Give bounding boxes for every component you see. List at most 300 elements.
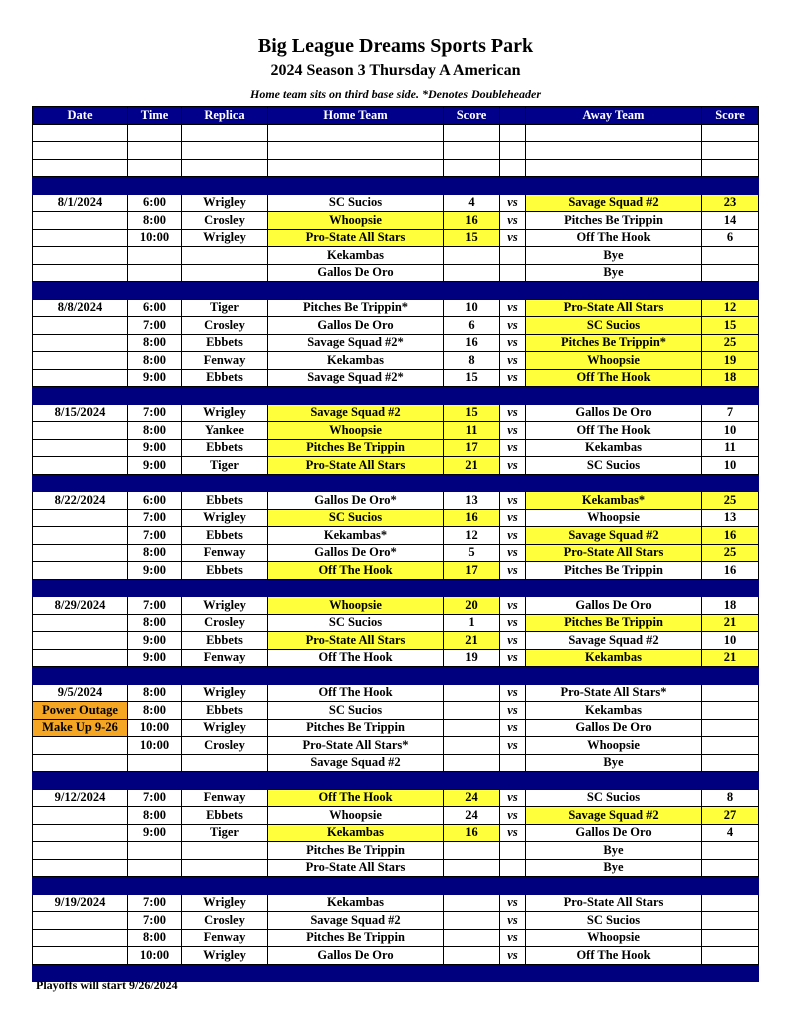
date-cell bbox=[33, 334, 128, 352]
vs-cell: vs bbox=[500, 334, 526, 352]
header-note: Home team sits on third base side. *Denotes Doubleheader bbox=[250, 87, 541, 101]
away-team-cell: Pro-State All Stars* bbox=[526, 684, 702, 702]
separator-cell bbox=[182, 667, 268, 685]
table-header-row bbox=[33, 107, 759, 125]
home-score-cell bbox=[444, 737, 500, 755]
vs-cell bbox=[500, 754, 526, 772]
home-score-cell: 1 bbox=[444, 614, 500, 632]
separator-cell bbox=[268, 667, 444, 685]
vs-cell: vs bbox=[500, 894, 526, 912]
table-row bbox=[33, 859, 759, 877]
separator-cell bbox=[444, 474, 500, 492]
separator-cell bbox=[444, 579, 500, 597]
home-team-cell: Pitches Be Trippin bbox=[268, 439, 444, 457]
home-score-cell: 16 bbox=[444, 824, 500, 842]
home-team-cell: Savage Squad #2* bbox=[268, 369, 444, 387]
home-score-cell bbox=[444, 947, 500, 965]
away-score-cell: 16 bbox=[702, 527, 759, 545]
empty-cell bbox=[702, 142, 759, 160]
away-score-cell: 21 bbox=[702, 614, 759, 632]
away-score-cell: 13 bbox=[702, 509, 759, 527]
home-team-cell: Savage Squad #2 bbox=[268, 404, 444, 422]
away-score-cell bbox=[702, 842, 759, 860]
separator-cell bbox=[182, 877, 268, 895]
away-team-cell: Whoopsie bbox=[526, 509, 702, 527]
replica-cell: Crosley bbox=[182, 737, 268, 755]
time-cell: 8:00 bbox=[128, 422, 182, 440]
time-cell: 9:00 bbox=[128, 457, 182, 475]
away-score-cell: 6 bbox=[702, 229, 759, 247]
replica-cell: Tiger bbox=[182, 299, 268, 317]
empty-cell bbox=[526, 159, 702, 177]
separator-cell bbox=[268, 772, 444, 790]
separator-cell bbox=[128, 387, 182, 405]
date-cell bbox=[33, 737, 128, 755]
separator-cell bbox=[182, 387, 268, 405]
col-header-home-team: Home Team bbox=[268, 107, 444, 125]
date-cell bbox=[33, 842, 128, 860]
separator-cell bbox=[526, 772, 702, 790]
separator-cell bbox=[268, 877, 444, 895]
time-cell: 10:00 bbox=[128, 229, 182, 247]
separator-cell bbox=[526, 579, 702, 597]
away-score-cell bbox=[702, 719, 759, 737]
time-cell: 6:00 bbox=[128, 492, 182, 510]
separator-cell bbox=[500, 667, 526, 685]
vs-cell: vs bbox=[500, 299, 526, 317]
home-team-cell: Off The Hook bbox=[268, 649, 444, 667]
away-score-cell: 15 bbox=[702, 317, 759, 335]
away-team-cell: Bye bbox=[526, 754, 702, 772]
replica-cell: Ebbets bbox=[182, 807, 268, 825]
home-team-cell: Kekambas bbox=[268, 894, 444, 912]
separator-cell bbox=[526, 387, 702, 405]
separator-cell bbox=[128, 877, 182, 895]
vs-cell: vs bbox=[500, 492, 526, 510]
away-team-cell: Kekambas bbox=[526, 702, 702, 720]
col-header-date: Date bbox=[33, 107, 128, 125]
vs-cell: vs bbox=[500, 824, 526, 842]
vs-cell: vs bbox=[500, 789, 526, 807]
empty-row bbox=[33, 142, 759, 160]
separator-cell bbox=[444, 177, 500, 195]
table-row bbox=[33, 807, 759, 825]
separator-cell bbox=[128, 177, 182, 195]
time-cell: 7:00 bbox=[128, 404, 182, 422]
empty-cell bbox=[444, 159, 500, 177]
away-score-cell: 23 bbox=[702, 194, 759, 212]
date-cell bbox=[33, 439, 128, 457]
separator-cell bbox=[526, 877, 702, 895]
empty-cell bbox=[128, 159, 182, 177]
time-cell: 9:00 bbox=[128, 562, 182, 580]
table-row bbox=[33, 457, 759, 475]
vs-cell bbox=[500, 842, 526, 860]
home-team-cell: Pitches Be Trippin bbox=[268, 719, 444, 737]
home-team-cell: Pro-State All Stars bbox=[268, 632, 444, 650]
time-cell: 7:00 bbox=[128, 597, 182, 615]
time-cell: 9:00 bbox=[128, 439, 182, 457]
home-team-cell: Pitches Be Trippin bbox=[268, 842, 444, 860]
replica-cell: Wrigley bbox=[182, 509, 268, 527]
week-separator-row bbox=[33, 579, 759, 597]
date-cell bbox=[33, 457, 128, 475]
time-cell: 6:00 bbox=[128, 194, 182, 212]
date-cell: 8/8/2024 bbox=[33, 299, 128, 317]
empty-cell bbox=[268, 159, 444, 177]
replica-cell: Wrigley bbox=[182, 684, 268, 702]
vs-cell: vs bbox=[500, 807, 526, 825]
week-separator-row bbox=[33, 772, 759, 790]
date-cell bbox=[33, 212, 128, 230]
replica-cell: Ebbets bbox=[182, 334, 268, 352]
table-row bbox=[33, 684, 759, 702]
col-header-replica: Replica bbox=[182, 107, 268, 125]
home-score-cell bbox=[444, 859, 500, 877]
replica-cell: Wrigley bbox=[182, 947, 268, 965]
col-header-home-score: Score bbox=[444, 107, 500, 125]
vs-cell: vs bbox=[500, 912, 526, 930]
away-team-cell: Kekambas* bbox=[526, 492, 702, 510]
date-cell bbox=[33, 754, 128, 772]
time-cell: 9:00 bbox=[128, 369, 182, 387]
table-row bbox=[33, 824, 759, 842]
separator-cell bbox=[526, 177, 702, 195]
vs-cell: vs bbox=[500, 404, 526, 422]
separator-cell bbox=[500, 282, 526, 300]
separator-cell bbox=[182, 964, 268, 982]
replica-cell: Tiger bbox=[182, 457, 268, 475]
home-score-cell: 11 bbox=[444, 422, 500, 440]
vs-cell: vs bbox=[500, 457, 526, 475]
date-cell bbox=[33, 562, 128, 580]
vs-cell bbox=[500, 247, 526, 265]
away-team-cell: Whoopsie bbox=[526, 352, 702, 370]
time-cell bbox=[128, 754, 182, 772]
vs-cell: vs bbox=[500, 422, 526, 440]
home-team-cell: Off The Hook bbox=[268, 562, 444, 580]
separator-cell bbox=[33, 772, 128, 790]
home-score-cell bbox=[444, 247, 500, 265]
time-cell: 7:00 bbox=[128, 912, 182, 930]
replica-cell: Crosley bbox=[182, 912, 268, 930]
home-team-cell: Gallos De Oro bbox=[268, 317, 444, 335]
separator-cell bbox=[500, 579, 526, 597]
vs-cell: vs bbox=[500, 684, 526, 702]
home-score-cell: 17 bbox=[444, 439, 500, 457]
away-score-cell: 4 bbox=[702, 824, 759, 842]
replica-cell bbox=[182, 754, 268, 772]
time-cell bbox=[128, 859, 182, 877]
away-team-cell: Pitches Be Trippin bbox=[526, 212, 702, 230]
separator-cell bbox=[444, 387, 500, 405]
table-row bbox=[33, 789, 759, 807]
away-score-cell: 25 bbox=[702, 334, 759, 352]
home-team-cell: Whoopsie bbox=[268, 212, 444, 230]
vs-cell: vs bbox=[500, 719, 526, 737]
separator-cell bbox=[702, 877, 759, 895]
vs-cell bbox=[500, 859, 526, 877]
away-score-cell: 8 bbox=[702, 789, 759, 807]
time-cell: 8:00 bbox=[128, 702, 182, 720]
separator-cell bbox=[128, 474, 182, 492]
home-score-cell bbox=[444, 719, 500, 737]
home-team-cell: Savage Squad #2* bbox=[268, 334, 444, 352]
empty-cell bbox=[500, 124, 526, 142]
separator-cell bbox=[702, 282, 759, 300]
separator-cell bbox=[444, 667, 500, 685]
away-team-cell: Savage Squad #2 bbox=[526, 527, 702, 545]
separator-cell bbox=[182, 474, 268, 492]
home-team-cell: Pitches Be Trippin* bbox=[268, 299, 444, 317]
table-row bbox=[33, 719, 759, 737]
replica-cell: Wrigley bbox=[182, 597, 268, 615]
separator-cell bbox=[500, 877, 526, 895]
vs-cell: vs bbox=[500, 212, 526, 230]
table-row bbox=[33, 527, 759, 545]
separator-cell bbox=[526, 474, 702, 492]
time-cell: 8:00 bbox=[128, 334, 182, 352]
away-score-cell bbox=[702, 912, 759, 930]
replica-cell: Fenway bbox=[182, 352, 268, 370]
empty-cell bbox=[702, 124, 759, 142]
empty-cell bbox=[702, 159, 759, 177]
vs-cell: vs bbox=[500, 439, 526, 457]
separator-cell bbox=[444, 964, 500, 982]
away-team-cell: Gallos De Oro bbox=[526, 597, 702, 615]
empty-cell bbox=[33, 159, 128, 177]
home-team-cell: SC Sucios bbox=[268, 509, 444, 527]
away-team-cell: Whoopsie bbox=[526, 737, 702, 755]
separator-cell bbox=[128, 667, 182, 685]
away-score-cell bbox=[702, 264, 759, 282]
away-score-cell bbox=[702, 684, 759, 702]
away-team-cell: SC Sucios bbox=[526, 317, 702, 335]
separator-cell bbox=[33, 474, 128, 492]
table-row bbox=[33, 562, 759, 580]
home-team-cell: Whoopsie bbox=[268, 597, 444, 615]
date-cell bbox=[33, 422, 128, 440]
home-team-cell: Pro-State All Stars bbox=[268, 859, 444, 877]
home-score-cell: 21 bbox=[444, 632, 500, 650]
away-team-cell: Savage Squad #2 bbox=[526, 807, 702, 825]
vs-cell: vs bbox=[500, 649, 526, 667]
away-team-cell: Pro-State All Stars bbox=[526, 299, 702, 317]
vs-cell: vs bbox=[500, 929, 526, 947]
date-cell: 9/5/2024 bbox=[33, 684, 128, 702]
time-cell: 7:00 bbox=[128, 527, 182, 545]
away-team-cell: Savage Squad #2 bbox=[526, 194, 702, 212]
replica-cell: Ebbets bbox=[182, 632, 268, 650]
date-cell: 9/19/2024 bbox=[33, 894, 128, 912]
vs-cell: vs bbox=[500, 737, 526, 755]
separator-cell bbox=[500, 177, 526, 195]
separator-cell bbox=[702, 667, 759, 685]
home-team-cell: Off The Hook bbox=[268, 684, 444, 702]
separator-cell bbox=[268, 387, 444, 405]
separator-cell bbox=[128, 772, 182, 790]
date-cell bbox=[33, 859, 128, 877]
table-row bbox=[33, 439, 759, 457]
home-score-cell: 24 bbox=[444, 807, 500, 825]
home-team-cell: Whoopsie bbox=[268, 807, 444, 825]
vs-cell: vs bbox=[500, 317, 526, 335]
table-row bbox=[33, 404, 759, 422]
replica-cell: Wrigley bbox=[182, 404, 268, 422]
home-score-cell bbox=[444, 754, 500, 772]
empty-cell bbox=[182, 124, 268, 142]
away-team-cell: Pitches Be Trippin* bbox=[526, 334, 702, 352]
away-score-cell: 25 bbox=[702, 492, 759, 510]
date-cell: 8/15/2024 bbox=[33, 404, 128, 422]
week-separator-row bbox=[33, 282, 759, 300]
home-score-cell bbox=[444, 912, 500, 930]
replica-cell: Wrigley bbox=[182, 719, 268, 737]
vs-cell: vs bbox=[500, 527, 526, 545]
empty-cell bbox=[268, 124, 444, 142]
table-row bbox=[33, 632, 759, 650]
page-subtitle: 2024 Season 3 Thursday A American bbox=[270, 62, 521, 79]
week-separator-row bbox=[33, 387, 759, 405]
home-score-cell: 6 bbox=[444, 317, 500, 335]
table-row bbox=[33, 894, 759, 912]
home-score-cell: 15 bbox=[444, 369, 500, 387]
table-row bbox=[33, 194, 759, 212]
away-team-cell: Savage Squad #2 bbox=[526, 632, 702, 650]
date-cell bbox=[33, 649, 128, 667]
date-cell bbox=[33, 614, 128, 632]
date-cell bbox=[33, 247, 128, 265]
time-cell bbox=[128, 247, 182, 265]
home-score-cell: 21 bbox=[444, 457, 500, 475]
away-team-cell: Bye bbox=[526, 247, 702, 265]
table-row bbox=[33, 544, 759, 562]
away-team-cell: Kekambas bbox=[526, 439, 702, 457]
away-score-cell: 27 bbox=[702, 807, 759, 825]
time-cell: 8:00 bbox=[128, 807, 182, 825]
replica-cell: Wrigley bbox=[182, 194, 268, 212]
time-cell: 8:00 bbox=[128, 929, 182, 947]
time-cell: 8:00 bbox=[128, 684, 182, 702]
schedule-body bbox=[33, 124, 759, 982]
home-score-cell: 24 bbox=[444, 789, 500, 807]
vs-cell: vs bbox=[500, 194, 526, 212]
away-score-cell bbox=[702, 929, 759, 947]
home-team-cell: Off The Hook bbox=[268, 789, 444, 807]
separator-cell bbox=[500, 964, 526, 982]
week-separator-row bbox=[33, 877, 759, 895]
home-team-cell: Gallos De Oro* bbox=[268, 544, 444, 562]
empty-cell bbox=[128, 142, 182, 160]
table-row bbox=[33, 912, 759, 930]
replica-cell: Ebbets bbox=[182, 562, 268, 580]
col-header-away-team: Away Team bbox=[526, 107, 702, 125]
home-team-cell: Savage Squad #2 bbox=[268, 754, 444, 772]
replica-cell: Yankee bbox=[182, 422, 268, 440]
table-row bbox=[33, 492, 759, 510]
week-separator-row bbox=[33, 474, 759, 492]
away-team-cell: Kekambas bbox=[526, 649, 702, 667]
away-score-cell bbox=[702, 859, 759, 877]
separator-cell bbox=[33, 177, 128, 195]
separator-cell bbox=[444, 282, 500, 300]
time-cell: 8:00 bbox=[128, 212, 182, 230]
away-score-cell: 18 bbox=[702, 597, 759, 615]
table-row bbox=[33, 649, 759, 667]
home-team-cell: SC Sucios bbox=[268, 194, 444, 212]
replica-cell: Wrigley bbox=[182, 894, 268, 912]
away-team-cell: Pitches Be Trippin bbox=[526, 562, 702, 580]
separator-cell bbox=[182, 282, 268, 300]
away-score-cell: 21 bbox=[702, 649, 759, 667]
away-team-cell: Off The Hook bbox=[526, 369, 702, 387]
home-team-cell: Pro-State All Stars* bbox=[268, 737, 444, 755]
home-team-cell: Pro-State All Stars bbox=[268, 457, 444, 475]
table-row bbox=[33, 947, 759, 965]
vs-cell: vs bbox=[500, 544, 526, 562]
date-cell bbox=[33, 527, 128, 545]
date-cell: Power Outage bbox=[33, 702, 128, 720]
separator-cell bbox=[128, 282, 182, 300]
away-score-cell bbox=[702, 702, 759, 720]
replica-cell: Ebbets bbox=[182, 369, 268, 387]
date-cell: 8/1/2024 bbox=[33, 194, 128, 212]
vs-cell: vs bbox=[500, 562, 526, 580]
home-team-cell: Whoopsie bbox=[268, 422, 444, 440]
home-score-cell: 15 bbox=[444, 404, 500, 422]
home-team-cell: SC Sucios bbox=[268, 702, 444, 720]
replica-cell bbox=[182, 264, 268, 282]
away-score-cell: 10 bbox=[702, 457, 759, 475]
replica-cell: Crosley bbox=[182, 317, 268, 335]
away-score-cell bbox=[702, 737, 759, 755]
replica-cell: Tiger bbox=[182, 824, 268, 842]
table-row bbox=[33, 754, 759, 772]
away-score-cell: 14 bbox=[702, 212, 759, 230]
separator-cell bbox=[182, 772, 268, 790]
separator-cell bbox=[500, 387, 526, 405]
vs-cell: vs bbox=[500, 369, 526, 387]
empty-cell bbox=[33, 124, 128, 142]
home-score-cell bbox=[444, 684, 500, 702]
away-team-cell: Pro-State All Stars bbox=[526, 544, 702, 562]
home-team-cell: Gallos De Oro bbox=[268, 264, 444, 282]
separator-cell bbox=[33, 579, 128, 597]
replica-cell: Ebbets bbox=[182, 527, 268, 545]
away-score-cell: 10 bbox=[702, 422, 759, 440]
away-team-cell: Off The Hook bbox=[526, 422, 702, 440]
away-score-cell: 11 bbox=[702, 439, 759, 457]
vs-cell: vs bbox=[500, 702, 526, 720]
empty-cell bbox=[128, 124, 182, 142]
col-header-vs bbox=[500, 107, 526, 125]
separator-cell bbox=[444, 877, 500, 895]
table-row bbox=[33, 369, 759, 387]
page-title: Big League Dreams Sports Park bbox=[257, 35, 534, 57]
away-team-cell: Off The Hook bbox=[526, 947, 702, 965]
vs-cell: vs bbox=[500, 352, 526, 370]
time-cell: 10:00 bbox=[128, 737, 182, 755]
time-cell: 10:00 bbox=[128, 947, 182, 965]
home-score-cell: 16 bbox=[444, 334, 500, 352]
home-team-cell: Gallos De Oro bbox=[268, 947, 444, 965]
col-header-time: Time bbox=[128, 107, 182, 125]
empty-cell bbox=[444, 142, 500, 160]
home-team-cell: Kekambas bbox=[268, 824, 444, 842]
empty-cell bbox=[182, 142, 268, 160]
separator-cell bbox=[702, 177, 759, 195]
replica-cell: Ebbets bbox=[182, 702, 268, 720]
